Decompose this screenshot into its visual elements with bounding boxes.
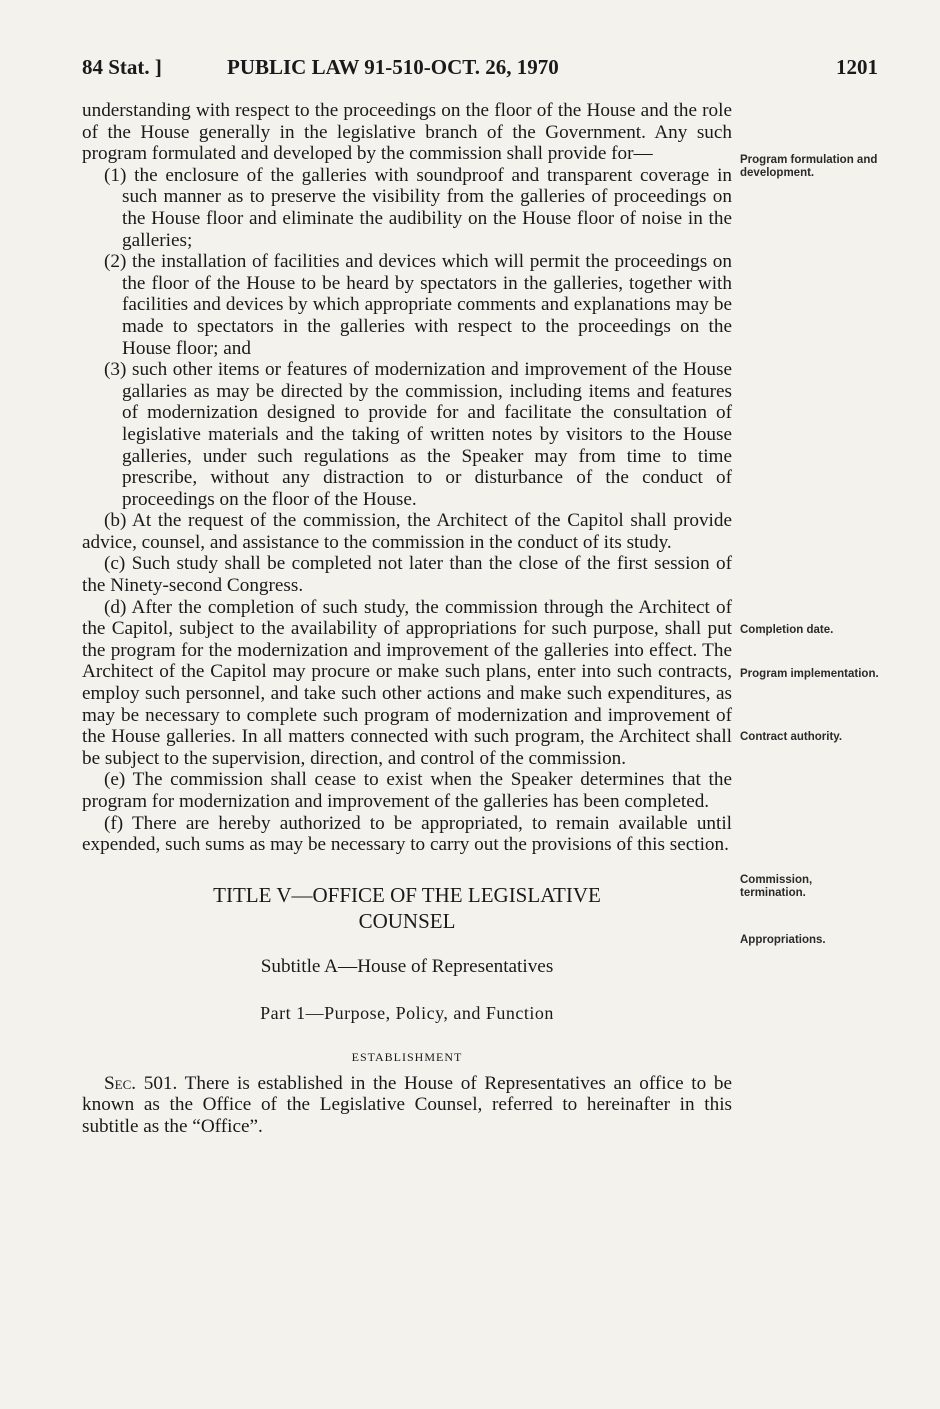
list-item-1: (1) the enclosure of the galleries with soundproof and transparent coverage in such manner as to preserve the visibility from the galleries of proceedings on the House floor and eliminate the audibility on the House floor of noise in the galleries; [104, 164, 732, 251]
margin-note-appropriations: Appropriations. [740, 934, 826, 946]
title-heading-text: TITLE V—OFFICE OF THE LEGISLATIVE COUNSEL [213, 882, 601, 933]
paragraph-c: (c) Such study shall be completed not later than the close of the first session of the Ninety-second Congress. [82, 553, 732, 597]
margin-note-contract-authority: Contract authority. [740, 731, 843, 743]
title-heading [82, 882, 732, 934]
list-item-3: (3) such other items or features of modernization and improvement of the House gallaries as may be directed by the commission, including items and features of modernization designed to provide for and facilitate the consultation of legislative materials and the taking of written notes by visitors to the House galleries, under such regulations as the Speaker may from time to time prescribe, without any distraction to or disturbance of the conduct of proceedings on the floor of the House. [104, 359, 732, 510]
paragraph-intro: understanding with respect to the proceedings on the floor of the House and the role of the House generally in the legislative branch of the Government. Any such program formulated and developed by the commission shall provide for— [82, 100, 732, 165]
page-number: 1201 [836, 55, 878, 79]
subtitle-heading: Subtitle A—House of Representatives [260, 955, 554, 977]
part-heading: Part 1—Purpose, Policy, and Function [260, 1003, 554, 1024]
margin-note-program-implementation: Program implementation. [740, 668, 879, 680]
margin-note-program-formulation: Program formulation and development. [740, 154, 878, 179]
law-title: PUBLIC LAW 91-510-OCT. 26, 1970 [227, 55, 559, 79]
paragraph-b: (b) At the request of the commission, the Architect of the Capitol shall provide advice, counsel, and assistance to the commission in the conduct of its study. [82, 510, 732, 553]
margin-note-completion-date: Completion date. [740, 624, 834, 636]
paragraph-e: (e) The commission shall cease to exist when the Speaker determines that the program for modernization and improvement of the galleries has been completed. [82, 769, 732, 812]
section-501 [82, 1073, 732, 1138]
list-item-2: (2) the installation of facilities and devices which will permit the proceedings on the floor of the House to be heard by spectators in the galleries, together with facilities and devices by which appropriate comments and explanations may be made to spectators in the galleries with respect to the proceedings on the House floor; and [104, 251, 732, 359]
section-label: Sec. 501. [104, 1072, 178, 1094]
statute-volume: 84 Stat. ] [82, 55, 162, 79]
section-text: There is established in the House of Representatives an office to be known as the Office of the Legislative Counsel, referred to hereinafter in this subtitle as the “Office”. [82, 1072, 732, 1137]
paragraph-f: (f) There are hereby authorized to be appropriated, to remain available until expended, such sums as may be necessary to carry out the provisions of this section. [82, 812, 732, 856]
page-header [82, 55, 878, 85]
margin-note-commission-termination: Commission, termination. [740, 874, 813, 899]
document-body [82, 100, 732, 1137]
paragraph-d: (d) After the completion of such study, the commission through the Architect of the Capitol, subject to the availability of appropriations for such purpose, shall put the program for the modernization and improvement of the galleries into effect. The Architect of the Capitol may procure or make such plans, enter into such contracts, employ such personnel, and take such other actions and make such expenditures, as may be necessary to complete such program of modernization and improvement of the House galleries. In all matters connected with such program, the Architect shall be subject to the supervision, direction, and control of the commission. [82, 596, 732, 769]
section-heading: ESTABLISHMENT [351, 1049, 463, 1064]
